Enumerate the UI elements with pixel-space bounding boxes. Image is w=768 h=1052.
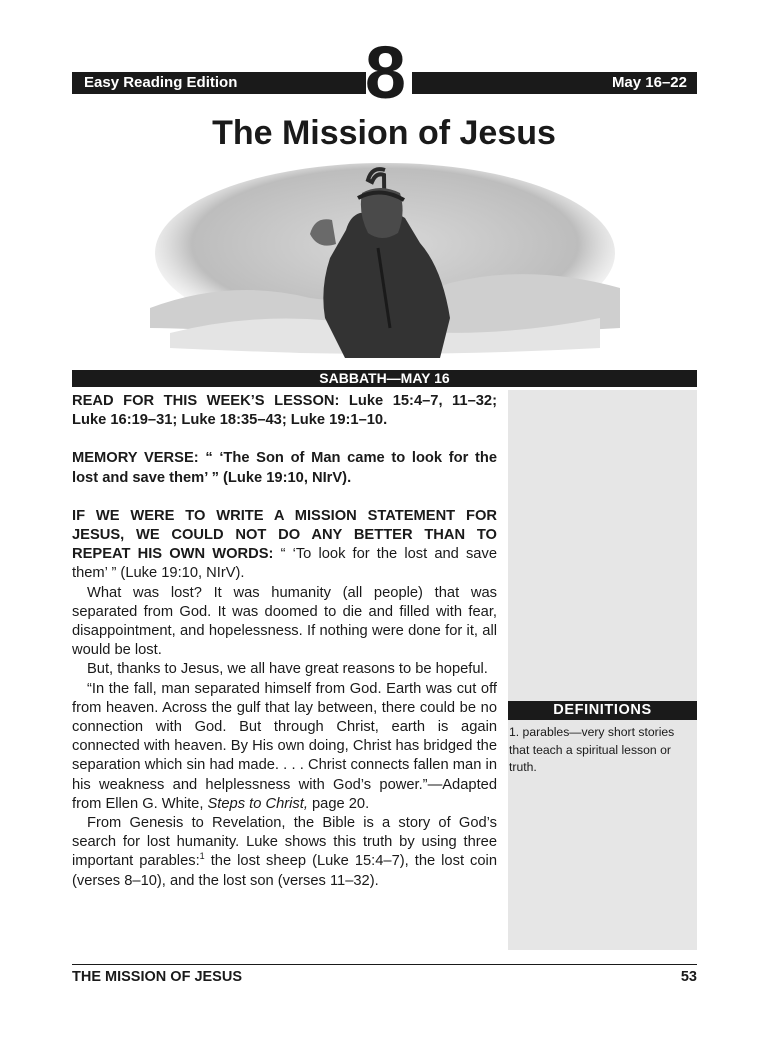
page-title: The Mission of Jesus xyxy=(212,114,556,152)
intro-text: “ ‘To look for the lost and save them’ ” (Luke 19:10, NIrV). xyxy=(72,546,497,582)
quote-text: “In the fall, man separated himself from God. Earth was cut off from heaven. Across the gulf that lay between, there could be no connection with God. But through Christ, earth is again connected with heaven. By His own doing, Christ has bridged the separation which sin had made. . . . Christ connects fallen man in his weakness and helplessness with God’s power.”—Adapted from Ellen G. White, xyxy=(72,680,497,812)
definitions-header: DEFINITIONS xyxy=(508,701,697,720)
edition-label: Easy Reading Edition xyxy=(72,72,366,94)
quote-source-title: Steps to Christ, xyxy=(207,795,308,812)
intro-bold: IF WE WERE TO WRITE A MISSION STATEMENT FOR JESUS, WE COULD NOT DO ANY BETTER THAN TO REPEAT HIS OWN WORDS: xyxy=(72,507,497,563)
memory-label: MEMORY VERSE: xyxy=(72,450,199,467)
read-label: READ FOR THIS WEEK’S LESSON: xyxy=(72,393,340,409)
main-text xyxy=(72,392,497,891)
body-paragraph: But, thanks to Jesus, we all have great reasons to be hopeful. xyxy=(87,661,488,678)
read-text: Luke 15:4–7, 11–32; Luke 16:19–31; Luke 18:35–43; Luke 19:1–10. xyxy=(72,393,497,429)
last-paragraph xyxy=(72,814,497,891)
sidebar-panel xyxy=(508,390,697,950)
memory-verse xyxy=(72,449,497,487)
body-paragraph: What was lost? It was humanity (all people) that was separated from God. It was doomed to die and filled with fear, disappointment, and hopelessness. If nothing were done for it, all would be lost. xyxy=(72,584,497,659)
definition-item: 1. parables—very short stories that teach a spiritual lesson or truth. xyxy=(509,725,675,774)
lesson-number: 8 xyxy=(364,31,406,114)
last-paragraph-before: From Genesis to Revelation, the Bible is a story of God’s search for lost humanity. Luke shows this truth by using three important parables: xyxy=(72,815,497,870)
intro-paragraph xyxy=(72,507,497,584)
last-paragraph-after: the lost sheep (Luke 15:4–7), the lost coin (verses 8–10), and the lost son (verses 11–32). xyxy=(72,853,497,889)
day-header: SABBATH—MAY 16 xyxy=(72,370,697,387)
lesson-dates: May 16–22 xyxy=(412,72,697,94)
quote-paragraph xyxy=(72,680,497,814)
footnote-mark: 1 xyxy=(199,851,205,862)
page-number: 53 xyxy=(680,969,697,985)
footer-title: THE MISSION OF JESUS xyxy=(72,969,242,985)
shepherd-with-staff-illustration xyxy=(150,158,620,358)
memory-text: “ ‘The Son of Man came to look for the lost and save them’ ” (Luke 19:10, NIrV). xyxy=(72,450,497,486)
footer-divider xyxy=(72,964,697,965)
quote-source-page: page 20. xyxy=(312,795,370,812)
read-section xyxy=(72,392,497,430)
